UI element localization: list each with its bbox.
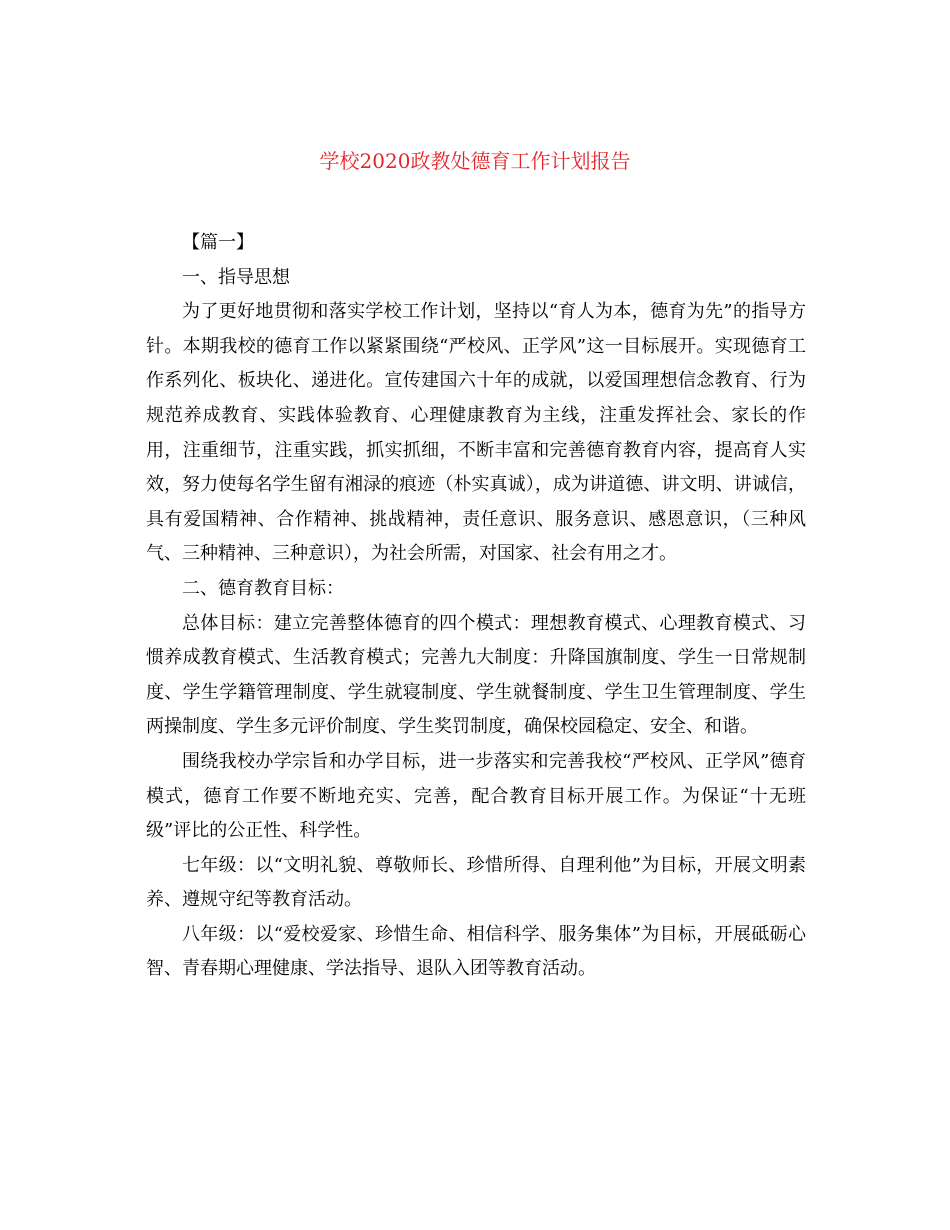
document-body [146,226,806,987]
paragraph-overall-goals: 总体目标：建立完善整体德育的四个模式：理想教育模式、心理教育模式、习惯养成教育模式、生活教育模式；完善九大制度：升降国旗制度、学生一日常规制度、学生学籍管理制度、学生就寝制度、学生就餐制度、学生卫生管理制度、学生两操制度、学生多元评价制度、学生奖罚制度，确保校园稳定、安全、和谐。 [146,612,806,738]
section-label: 【篇一】 [182,232,254,253]
section-heading-moral-goals: 二、德育教育目标： [182,577,344,599]
paragraph-grade-seven: 七年级：以“文明礼貌、尊敬师长、珍惜所得、自理利他”为目标，开展文明素养、遵规守纪等教育活动。 [146,854,806,911]
section-heading-guiding-thought: 一、指导思想 [182,266,290,288]
paragraph-school-purpose: 围绕我校办学宗旨和办学目标，进一步落实和完善我校“严校风、正学风”德育模式，德育工作要不断地充实、完善，配合教育目标开展工作。为保证“十无班级”评比的公正性、科学性。 [146,750,806,842]
paragraph-grade-eight: 八年级：以“爱校爱家、珍惜生命、相信科学、服务集体”为目标，开展砥砺心智、青春期心理健康、学法指导、退队入团等教育活动。 [146,923,806,980]
paragraph-guiding-thought: 为了更好地贯彻和落实学校工作计划，坚持以“育人为本，德育为先”的指导方针。本期我校的德育工作以紧紧围绕“严校风、正学风”这一目标展开。实现德育工作系列化、板块化、递进化。宣传建国六十年的成就，以爱国理想信念教育、行为规范养成教育、实践体验教育、心理健康教育为主线，注重发挥社会、家长的作用，注重细节，注重实践，抓实抓细，不断丰富和完善德育教育内容，提高育人实效，努力使每名学生留有湘渌的痕迹（朴实真诚），成为讲道德、讲文明、讲诚信，具有爱国精神、合作精神、挑战精神，责任意识、服务意识、感恩意识，（三种风气、三种精神、三种意识），为社会所需，对国家、社会有用之才。 [146,301,806,565]
document-title: 学校2020政教处德育工作计划报告 [319,149,631,173]
